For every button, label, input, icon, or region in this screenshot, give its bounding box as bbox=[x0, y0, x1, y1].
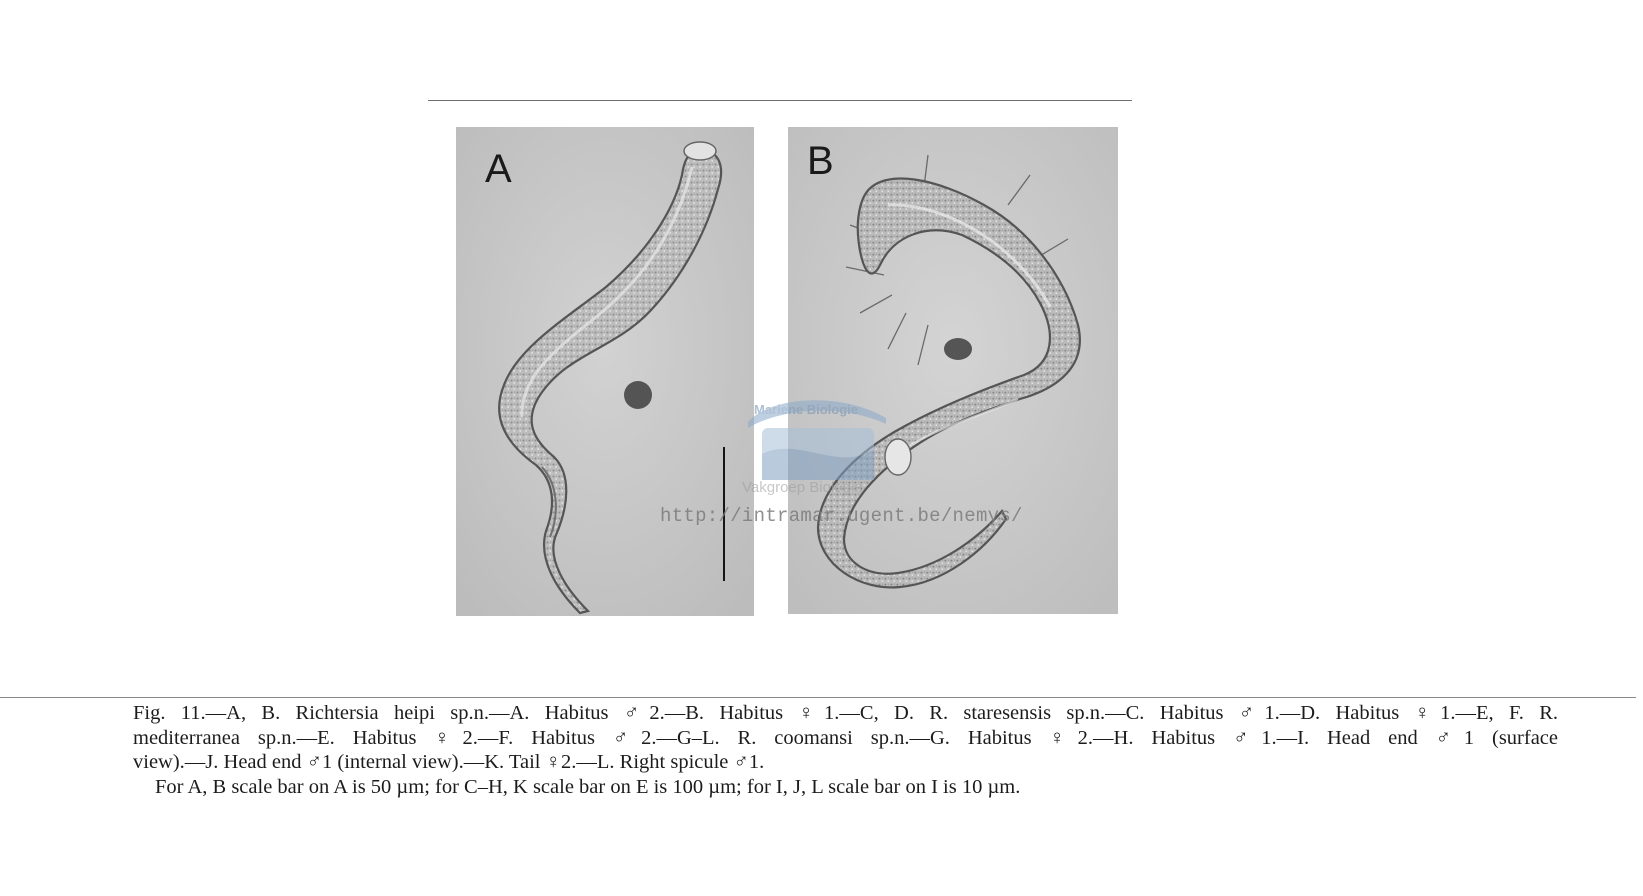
caption-scale-note: For A, B scale bar on A is 50 µm; for C–H, K scale bar on E is 100 µm; for I, J, L scale bar on I is 10 µm. bbox=[155, 775, 1021, 798]
caption-line: mediterranea sp.n.—E. Habitus ♀2.—F. Habitus ♂2.—G–L. R. coomansi sp.n.—G. Habitus ♀2.—H. Habitus ♂1.—I. Head end ♂1 (surface bbox=[133, 726, 1558, 749]
figure-panel-b bbox=[788, 127, 1118, 614]
watermark-logo-title: Mariene Biologie bbox=[754, 402, 859, 417]
panel-b-label: B bbox=[807, 139, 834, 183]
caption-line: view).—J. Head end ♂1 (internal view).—K. Tail ♀2.—L. Right spicule ♂1. bbox=[133, 751, 765, 773]
watermark-logo bbox=[738, 380, 898, 495]
panel-a-label: A bbox=[485, 147, 512, 191]
watermark-url: http://intramar.ugent.be/nemys/ bbox=[660, 505, 1023, 527]
nematode-a-micrograph bbox=[456, 127, 754, 616]
caption-rule bbox=[0, 697, 1636, 698]
watermark-logo-subtitle: Vakgroep Biologie bbox=[742, 479, 863, 495]
figure-top-rule bbox=[428, 100, 1132, 101]
caption-line: Fig. 11.—A, B. Richtersia heipi sp.n.—A. Habitus ♂2.—B. Habitus ♀1.—C, D. R. staresensis sp.n.—C. Habitus ♂1.—D. Habitus ♀1.—E, F. R. bbox=[133, 702, 1558, 724]
figure-caption bbox=[133, 701, 1558, 799]
nematode-b-micrograph bbox=[788, 127, 1118, 614]
figure-panel-a bbox=[456, 127, 754, 616]
